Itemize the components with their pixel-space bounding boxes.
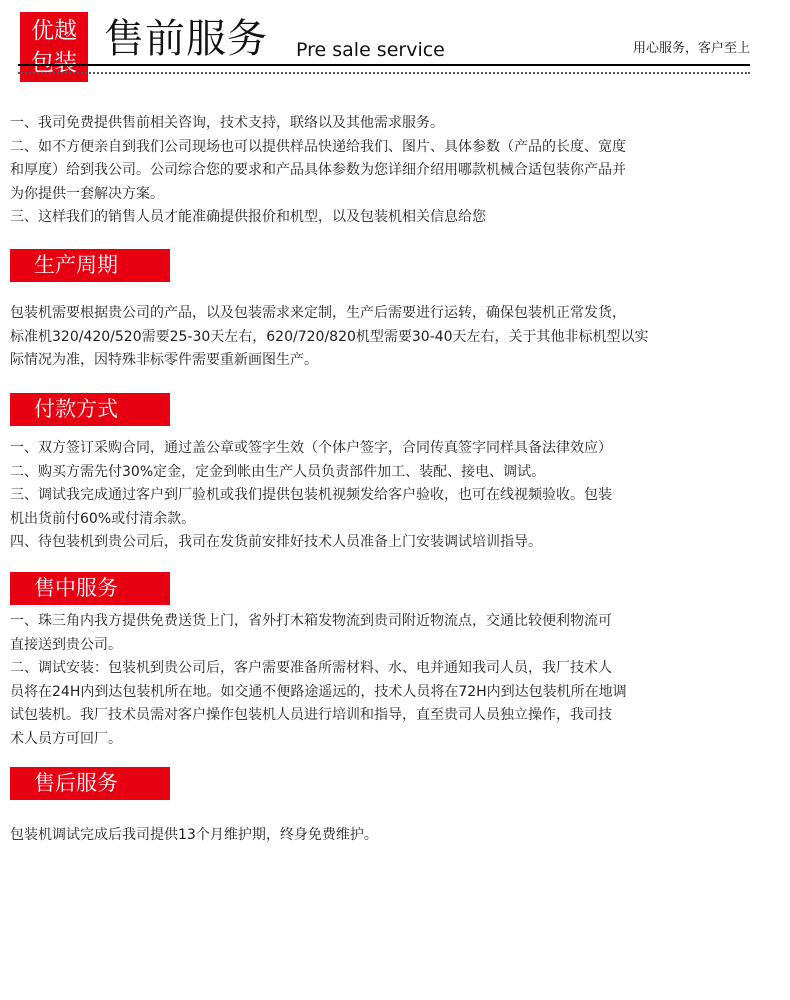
header-divider-dotted	[18, 72, 750, 74]
in-sale-line: 二、调试安装：包装机到贵公司后，客户需要准备所需材料、水、电并通知我司人员，我厂技术人	[10, 660, 612, 676]
header-divider-solid	[18, 64, 750, 66]
production-line: 包装机需要根据贵公司的产品，以及包装需求来定制，生产后需要进行运转，确保包装机正常发货，	[10, 305, 626, 321]
in-sale-line: 员将在24H内到达包装机所在地。如交通不便路途遥远的，技术人员将在72H内到达包装机所在地调	[10, 683, 627, 700]
production-line: 际情况为准，因特殊非标零件需要重新画图生产。	[10, 352, 318, 368]
section-heading-in-sale: 售中服务	[10, 572, 170, 605]
after-sale-line: 包装机调试完成后我司提供13个月维护期，终身免费维护。	[10, 827, 378, 843]
intro-line: 三、这样我们的销售人员才能准确提供报价和机型，以及包装机相关信息给您	[10, 209, 486, 225]
in-sale-paragraph	[10, 610, 722, 751]
payment-line: 一、双方签订采购合同，通过盖公章或签字生效（个体户签字，合同传真签字同样具备法律效应）	[10, 440, 612, 456]
payment-line: 四、待包装机到贵公司后，我司在发货前安排好技术人员准备上门安装调试培训指导。	[10, 534, 542, 550]
payment-line: 三、调试我完成通过客户到厂验机或我们提供包装机视频发给客户验收，也可在线视频验收。包装	[10, 487, 612, 503]
page-subtitle: Pre sale service	[296, 39, 445, 61]
payment-line: 二、购买方需先付30%定金，定金到帐由生产人员负责部件加工、装配、接电、调试。	[10, 463, 546, 480]
intro-line: 二、如不方便亲自到我们公司现场也可以提供样品快递给我们、图片、具体参数（产品的长度、宽度	[10, 138, 626, 155]
intro-line: 为你提供一套解决方案。	[10, 185, 164, 202]
page-title: 售前服务	[104, 16, 268, 62]
logo-text-line2: 包装	[31, 50, 77, 76]
intro-line: 一、我司免费提供售前相关咨询，技术支持，联络以及其他需求服务。	[10, 115, 444, 131]
in-sale-line: 直接送到贵公司。	[10, 636, 122, 653]
slogan: 用心服务，客户至上	[632, 41, 750, 56]
in-sale-line: 术人员方可回厂。	[10, 730, 122, 747]
after-sale-paragraph	[10, 824, 722, 848]
section-heading-after-sale: 售后服务	[10, 767, 170, 800]
section-heading-production: 生产周期	[10, 249, 170, 282]
payment-line: 机出货前付60%或付清余款。	[10, 510, 196, 527]
logo-text-line1: 优越	[31, 18, 77, 44]
in-sale-line: 一、珠三角内我方提供免费送货上门，省外打木箱发物流到贵司附近物流点，交通比较便利物流可	[10, 613, 612, 629]
section-heading-payment: 付款方式	[10, 393, 170, 426]
intro-paragraph	[10, 112, 722, 230]
production-line: 标准机320/420/520需要25-30天左右，620/720/820机型需要30-40天左右，关于其他非标机型以实	[10, 328, 649, 345]
payment-paragraph	[10, 437, 722, 555]
production-paragraph	[10, 302, 722, 373]
in-sale-line: 试包装机。我厂技术员需对客户操作包装机人员进行培训和指导，直至贵司人员独立操作，我司技	[10, 707, 612, 723]
intro-line: 和厚度）给到我公司。公司综合您的要求和产品具体参数为您详细介绍用哪款机械合适包装你产品并	[10, 162, 626, 178]
